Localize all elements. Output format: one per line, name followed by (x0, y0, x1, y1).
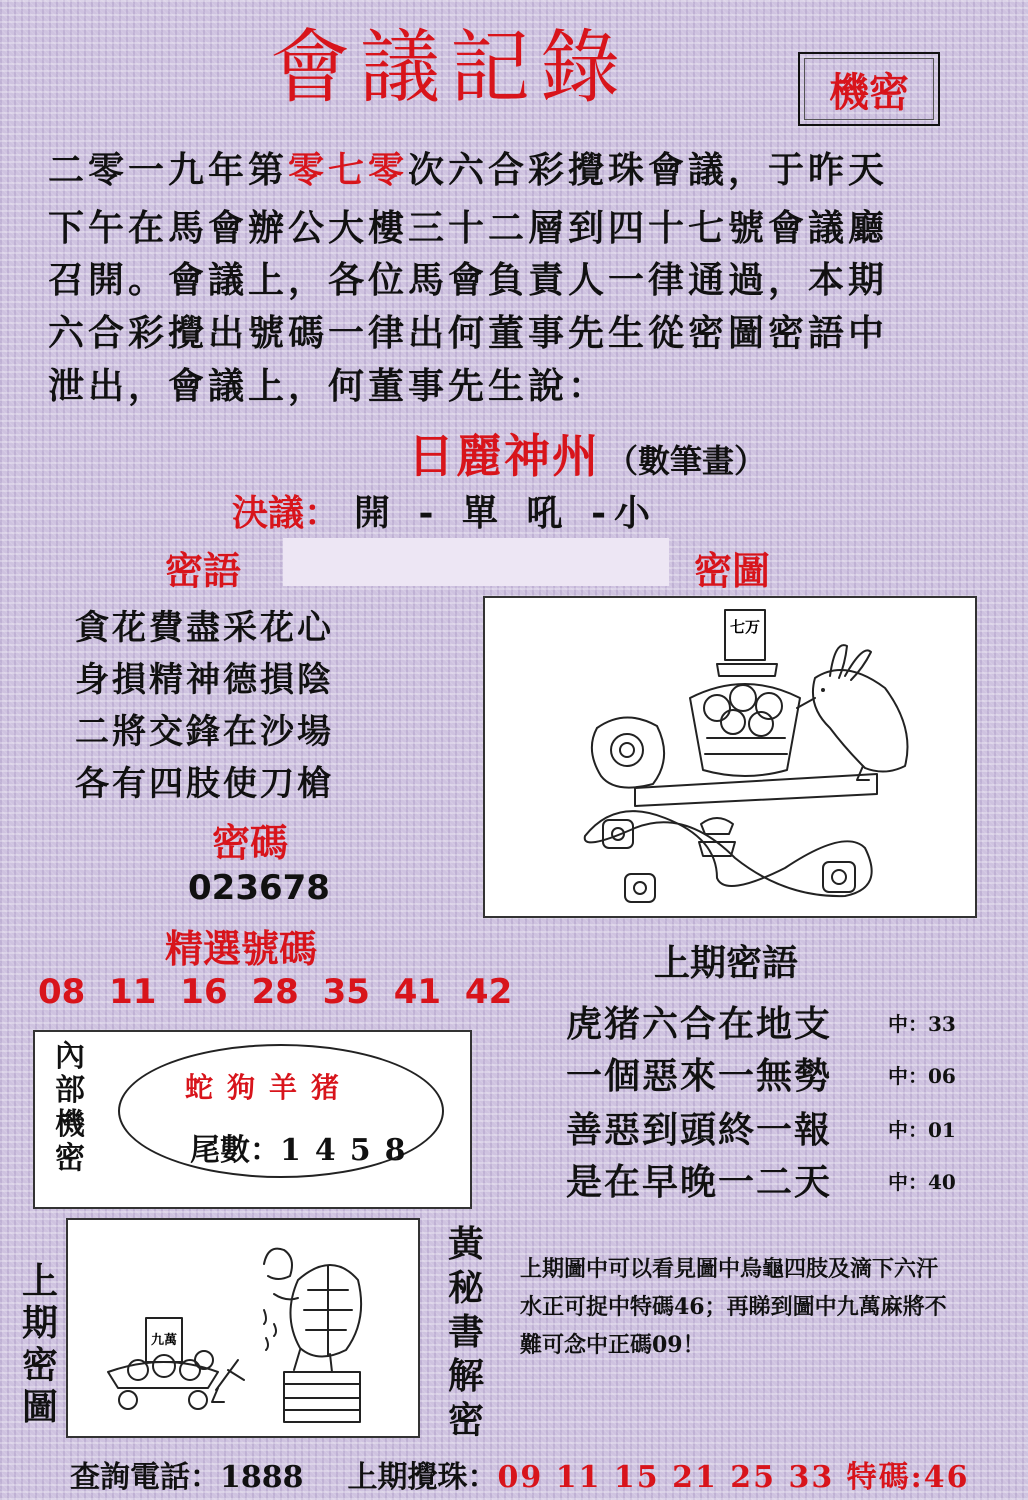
tail-digits: 1458 (280, 1133, 420, 1168)
intro-line-1-prefix: 二零一九年第 (48, 149, 289, 191)
last-riddle-result-1: 中：33 (888, 1012, 956, 1036)
page-title: 會議記錄 (270, 21, 630, 114)
last-riddle-result-4: 中：40 (888, 1170, 956, 1194)
riddle-line-2: 身損精神德損陰 (75, 660, 334, 700)
last-picture (66, 1218, 420, 1438)
confidential-badge: 機密 (798, 52, 940, 126)
riddle-line-3: 二將交鋒在沙場 (75, 712, 334, 752)
masked-area (283, 538, 669, 586)
last-riddle-result-2: 中：06 (888, 1064, 956, 1088)
tail-digits-row (190, 1125, 420, 1169)
riddle-picture (483, 596, 977, 918)
last-riddle-line-2: 一個惡來一無勢 (566, 1055, 833, 1097)
resolution-row (232, 485, 658, 536)
riddle-heading: 密語 (165, 548, 242, 593)
intro-line-2: 下午在馬會辦公大樓三十二層到四十七號會議廳 (48, 207, 889, 249)
intro-line-1-suffix: 次六合彩攪珠會議，于昨天 (408, 149, 889, 191)
secretary-explanation: 上期圖中可以看見圖中烏龜四肢及滴下六汗水正可捉中特碼46；再睇到圖中九萬麻將不難可念中正碼09！ (520, 1256, 947, 1358)
last-riddle-line-1: 虎猪六合在地支 (566, 1003, 833, 1045)
riddle-line-1: 貪花費盡采花心 (75, 608, 334, 648)
code-heading: 密碼 (212, 820, 289, 865)
last-picture-label: 上期密圖 (21, 1260, 58, 1428)
picture-sign: 七万 (729, 618, 761, 636)
inner-secret-label: 內部機密 (55, 1039, 85, 1176)
hint-note: （數筆畫） (606, 442, 767, 480)
phone-label: 查詢電話： (70, 1460, 220, 1495)
picks-heading: 精選號碼 (165, 926, 318, 971)
hint-text: 日麗神州 (408, 429, 600, 483)
rabbit-basket-illustration (485, 598, 975, 916)
picks-numbers: 08 11 16 28 35 41 42 (38, 972, 513, 1012)
code-value: 023678 (188, 868, 330, 908)
issue-number: 零七零 (288, 149, 409, 191)
intro-line-1 (48, 149, 889, 191)
resolution-value: 開 - 單 吼 -小 (354, 492, 659, 534)
last-picture-sign: 九萬 (150, 1333, 178, 1348)
intro-line-3: 召開。會議上，各位馬會負責人一律通過，本期 (48, 259, 889, 301)
picture-heading: 密圖 (694, 548, 771, 593)
zodiac-picks: 蛇狗羊猪 (185, 1071, 354, 1104)
resolution-label: 決議： (232, 492, 341, 534)
intro-line-4: 六合彩攪出號碼一律出何董事先生從密圖密語中 (48, 312, 889, 354)
riddle-line-4: 各有四肢使刀槍 (75, 764, 334, 804)
hint-row (408, 420, 766, 486)
last-riddle-result-3: 中：01 (888, 1118, 956, 1142)
tail-digits-label: 尾數： (190, 1133, 280, 1168)
phone-number: 1888 (220, 1460, 304, 1495)
footer (70, 1452, 969, 1496)
intro-line-5: 泄出，會議上，何董事先生說： (48, 365, 609, 407)
last-riddle-heading: 上期密語 (654, 942, 799, 984)
last-draw-label: 上期攪珠： (347, 1460, 498, 1495)
last-riddle-line-3: 善惡到頭終一報 (566, 1109, 833, 1151)
turtle-illustration (68, 1220, 418, 1436)
last-riddle-line-4: 是在早晚一二天 (566, 1161, 833, 1203)
secretary-label: 黃秘書解密 (447, 1223, 484, 1441)
last-draw-numbers: 09 11 15 21 25 33 特碼:46 (497, 1460, 970, 1495)
